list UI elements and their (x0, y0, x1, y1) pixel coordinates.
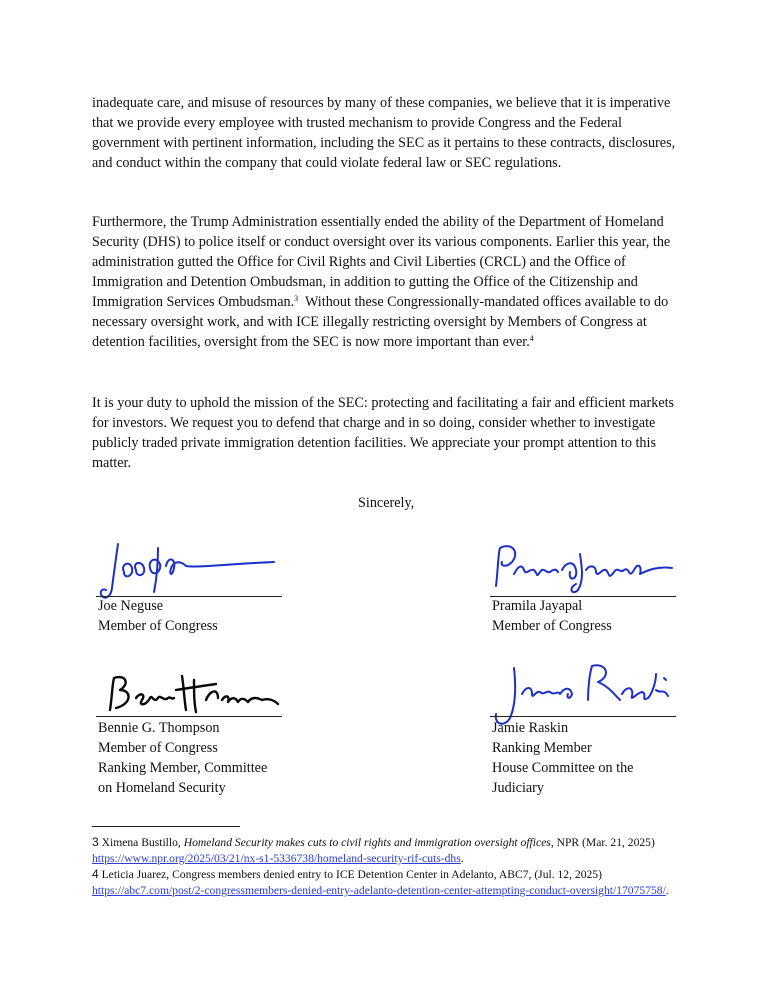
signatory-title-3: on Homeland Security (98, 780, 226, 796)
footnote-separator (92, 826, 240, 827)
signatory-title: Ranking Member (492, 740, 592, 756)
footnote-article-title: Homeland Security makes cuts to civil rights and immigration oversight offices (183, 836, 551, 849)
footnote-author: Ximena Bustillo, (101, 836, 184, 849)
signatory-name: Pramila Jayapal (492, 598, 583, 614)
signatory-name: Jamie Raskin (492, 720, 569, 736)
signatory-title-2: Ranking Member, Committee (98, 760, 268, 776)
signatory-title: Member of Congress (492, 618, 612, 634)
signatory-title-3: Judiciary (492, 780, 545, 796)
body-paragraph-3: It is your duty to uphold the mission of the SEC: protecting and facilitating a fair and efficient markets for investors. We request you to defend that charge and in so doing, consider whether to investigate publicly traded private immigration detention facilities. We appreciate your prompt attention to this matter. (92, 395, 675, 471)
footnote-ref-3[interactable]: 3 (294, 294, 299, 303)
body-paragraph-1: inadequate care, and misuse of resources by many of these companies, we believe that it is imperative that we provide every employee with trusted mechanism to provide Congress and the Federal government with pertinent information, including the SEC as it pertains to these contracts, disclosures, and conduct within the company that could violate federal law or SEC regulations. (92, 95, 676, 171)
footnote-end: . (665, 884, 669, 897)
signatory-title-2: House Committee on the (492, 760, 634, 776)
signature-joe-neguse (96, 538, 286, 602)
signatory-block-2 (492, 596, 692, 636)
signatory-block-4 (492, 718, 692, 798)
footnote-link[interactable]: https://www.npr.org/2025/03/21/nx-s1-5336738/homeland-security-rif-cuts-dhs (92, 852, 461, 865)
signatory-block-3 (98, 718, 298, 798)
footnote-text: Leticia Juarez, Congress members denied entry to ICE Detention Center in Adelanto, ABC7, (Jul. 12, 2025) (101, 868, 602, 881)
signature-line (96, 716, 282, 717)
signatory-name: Joe Neguse (98, 598, 164, 614)
signatory-name: Bennie G. Thompson (98, 720, 220, 736)
footnote-end: . (460, 852, 464, 865)
paragraph-2-continuation: Without these Congressionally-mandated offices available to do necessary oversight work, and with ICE illegally restricting oversight by Members of Congress at detention facilities, oversight from the SEC is now more important than ever. (92, 294, 669, 350)
signatory-title: Member of Congress (98, 740, 218, 756)
footnote-ref-4[interactable]: 4 (529, 334, 534, 343)
footnote-link[interactable]: https://abc7.com/post/2-congressmembers-denied-entry-adelanto-detention-center-attempting-conduct-oversight/17075758/ (92, 884, 666, 897)
footnote-source: , NPR (Mar. 21, 2025) (550, 836, 655, 849)
footnote-3 (92, 834, 692, 867)
body-paragraph-2 (92, 212, 692, 352)
closing-salutation: Sincerely, (358, 495, 415, 511)
signatory-title: Member of Congress (98, 618, 218, 634)
signatory-block-1 (98, 596, 298, 636)
signature-pramila-jayapal (490, 540, 680, 596)
signature-line (490, 716, 676, 717)
footnote-number: 4 (92, 867, 99, 881)
signature-bennie-thompson (98, 670, 282, 718)
footnote-4 (92, 866, 692, 899)
footnote-number: 3 (92, 835, 99, 849)
paragraph-2-text: Furthermore, the Trump Administration essentially ended the ability of the Department of Homeland Security (DHS) to police itself or conduct oversight over its various components. Earlier this year, the administration gutted the Office for Civil Rights and Civil Liberties (CRCL) and the Office of Immigration and Detention Ombudsman, in addition to gutting the Office of the Citizenship and Immigration Services Ombudsman. (92, 214, 671, 310)
